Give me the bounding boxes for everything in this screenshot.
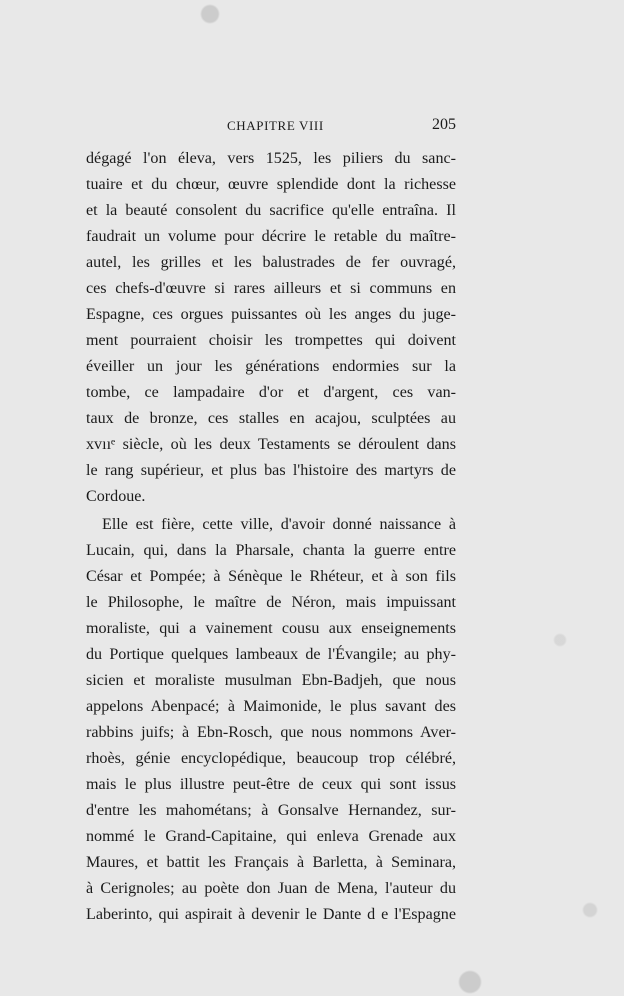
running-head: CHAPITRE VIII <box>227 118 324 133</box>
text-line: et la beauté consolent du sacrifice qu'elle entraîna. Il <box>86 202 456 219</box>
paragraph-1 <box>86 146 456 510</box>
text-line: à Cerignoles; au poète don Juan de Mena, l'auteur du <box>86 880 456 897</box>
text-line: faudrait un volume pour décrire le retable du maître- <box>86 228 456 245</box>
text-line: Lucain, qui, dans la Pharsale, chanta la guerre entre <box>86 542 456 559</box>
page-header <box>86 118 456 138</box>
paragraph-2 <box>86 512 456 928</box>
text-line: autel, les grilles et les balustrades de fer ouvragé, <box>86 254 456 271</box>
text-line: moraliste, qui a vainement cousu aux enseignements <box>86 620 456 637</box>
text-line: Cordoue. <box>86 488 146 505</box>
text-line: sicien et moraliste musulman Ebn-Badjeh, que nous <box>86 672 456 689</box>
text-line: le Philosophe, le maître de Néron, mais impuissant <box>86 594 456 611</box>
text-line: rabbins juifs; à Ebn-Rosch, que nous nommons Aver- <box>86 724 456 741</box>
text-line: xvııᵉ siècle, où les deux Testaments se déroulent dans <box>86 436 456 453</box>
text-line: appelons Abenpacé; à Maimonide, le plus savant des <box>86 698 456 715</box>
text-line: tuaire et du chœur, œuvre splendide dont la richesse <box>86 176 456 193</box>
text-line: d'entre les mahométans; à Gonsalve Hernandez, sur- <box>86 802 456 819</box>
text-line: dégagé l'on éleva, vers 1525, les piliers du sanc- <box>86 150 456 167</box>
text-line: Laberinto, qui aspirait à devenir le Dante d e l'Espagne <box>86 906 456 923</box>
text-line: ces chefs-d'œuvre si rares ailleurs et si communs en <box>86 280 456 297</box>
text-line: tombe, ce lampadaire d'or et d'argent, ces van- <box>86 384 456 401</box>
text-line: César et Pompée; à Sénèque le Rhéteur, et à son fils <box>86 568 456 585</box>
text-line: Elle est fière, cette ville, d'avoir donné naissance à <box>102 516 456 533</box>
text-line: Maures, et battit les Français à Barletta, à Seminara, <box>86 854 456 871</box>
text-line: nommé le Grand-Capitaine, qui enleva Grenade aux <box>86 828 456 845</box>
text-line: ment pourraient choisir les trompettes qui doivent <box>86 332 456 349</box>
body-text <box>86 146 456 928</box>
page-number: 205 <box>432 116 456 133</box>
text-line: Espagne, ces orgues puissantes où les anges du juge- <box>86 306 456 323</box>
text-line: rhoès, génie encyclopédique, beaucoup trop célébré, <box>86 750 456 767</box>
text-line: éveiller un jour les générations endormies sur la <box>86 358 456 375</box>
text-line: taux de bronze, ces stalles en acajou, sculptées au <box>86 410 456 427</box>
text-line: du Portique quelques lambeaux de l'Évangile; au phy- <box>86 646 456 663</box>
text-line: le rang supérieur, et plus bas l'histoire des martyrs de <box>86 462 456 479</box>
text-line: mais le plus illustre peut-être de ceux qui sont issus <box>86 776 456 793</box>
